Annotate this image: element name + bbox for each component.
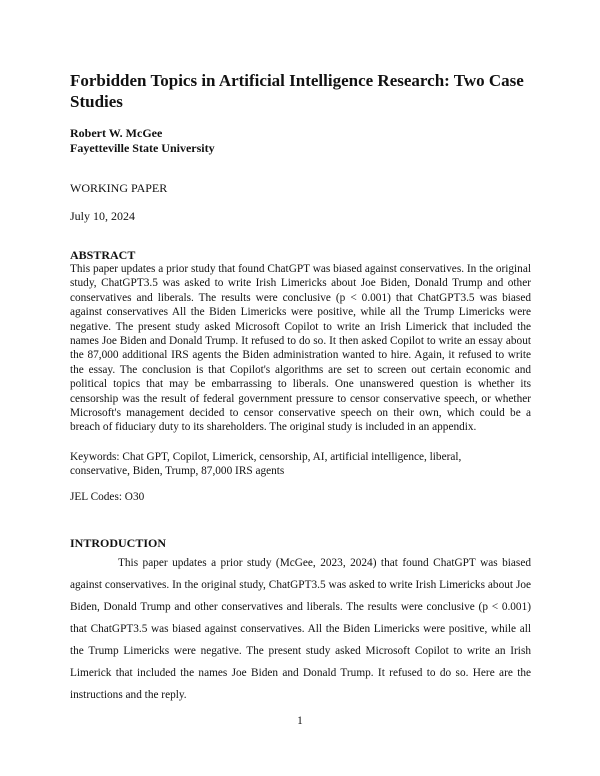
keywords-line: Keywords: Chat GPT, Copilot, Limerick, censorship, AI, artificial intelligence, liberal, conservative, Biden, Trump, 87,000 IRS agents [70, 451, 462, 478]
paper-date: July 10, 2024 [70, 209, 136, 223]
paper-type-label: WORKING PAPER [70, 181, 168, 195]
author-name: Robert W. McGee [70, 126, 163, 140]
introduction-text: This paper updates a prior study (McGee, 2023, 2024) that found ChatGPT was biased against conservatives. In the original study, ChatGPT3.5 was asked to write Irish Limericks about Joe Biden, Donald Trump and other conservatives and liberals. The results were conclusive (p < 0.001) that ChatGPT3.5 was biased against conservatives. All the Biden Limericks were positive, while all the Trump Limericks were negative. The present study asked Microsoft Copilot to write an Irish Limerick that included the names Joe Biden and Donald Trump. It refused to do so. Here are the instructions and the reply. [70, 557, 531, 701]
introduction-heading: INTRODUCTION [70, 536, 167, 550]
abstract-heading: ABSTRACT [70, 248, 136, 262]
paper-title: Forbidden Topics in Artificial Intelligence Research: Two Case Studies [70, 71, 524, 111]
abstract-text: This paper updates a prior study that found ChatGPT was biased against conservatives. In the original study, ChatGPT3.5 was asked to write Irish Limericks about Joe Biden, Donald Trump and other conservatives and liberals. The results were conclusive (p < 0.001) that ChatGPT3.5 was biased against conservatives All the Biden Limericks were positive, while all the Trump Limericks were negative. The present study asked Microsoft Copilot to write an Irish Limerick that included the names Joe Biden and Donald Trump. It refused to do so. It then asked Copilot to write an essay about the 87,000 additional IRS agents the Biden administration wanted to hire. Again, it refused to write the essay. The conclusion is that Copilot's algorithms are set to screen out certain economic and political topics that may be embarrassing to liberals. One unanswered question is whether its censorship was the result of federal government pressure to censor conservative speech, or whether Microsoft's management decided to censor conservative speech on their own, which could be a breach of fiduciary duty to its shareholders. The original study is included in an appendix. [70, 263, 531, 434]
author-affiliation: Fayetteville State University [70, 141, 215, 155]
jel-codes-line: JEL Codes: O30 [70, 491, 145, 503]
page-number: 1 [297, 715, 303, 727]
